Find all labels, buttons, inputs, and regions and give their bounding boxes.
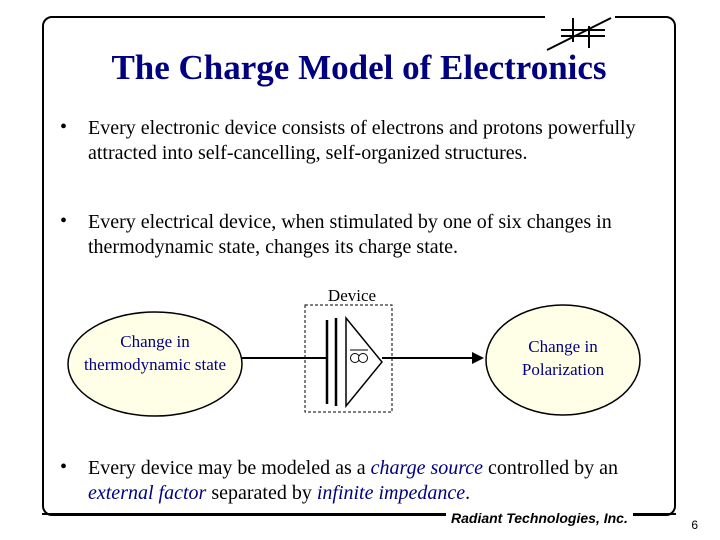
bullet-text-1: Every electronic device consists of electrons and protons powerfully attracted into self-cancelling, self-organized structures. xyxy=(88,117,636,164)
bullet-text-2: Every electrical device, when stimulated by one of six changes in thermodynamic state, changes its charge state. xyxy=(88,211,612,258)
bullet3-part-2: controlled by an xyxy=(483,457,618,479)
bullet-point-3 xyxy=(60,456,660,506)
current-source-circle-right xyxy=(359,354,368,363)
slide-title: The Charge Model of Electronics xyxy=(111,48,607,87)
bullet-marker: • xyxy=(60,456,68,478)
output-arrowhead xyxy=(472,352,484,364)
bullet-marker: • xyxy=(60,116,68,138)
page-number: 6 xyxy=(691,518,698,532)
charge-source-term: charge source xyxy=(370,457,484,479)
bullet3-part-1: Every device may be modeled as a xyxy=(88,457,371,479)
input-state-label: Change in thermodynamic state xyxy=(83,332,227,374)
infinite-impedance-term: infinite impedance xyxy=(316,482,466,504)
external-factor-term: external factor xyxy=(88,482,207,504)
company-logo-text: Radiant Technologies, Inc. xyxy=(446,510,633,526)
bullet3-part-4: . xyxy=(465,482,471,504)
bullet3-part-3: separated by xyxy=(206,482,317,504)
bullet-text-3 xyxy=(60,456,660,506)
device-label: Device xyxy=(327,286,377,305)
bullet-marker: • xyxy=(60,210,68,232)
output-polarization-label: Change in Polarization xyxy=(521,337,605,379)
